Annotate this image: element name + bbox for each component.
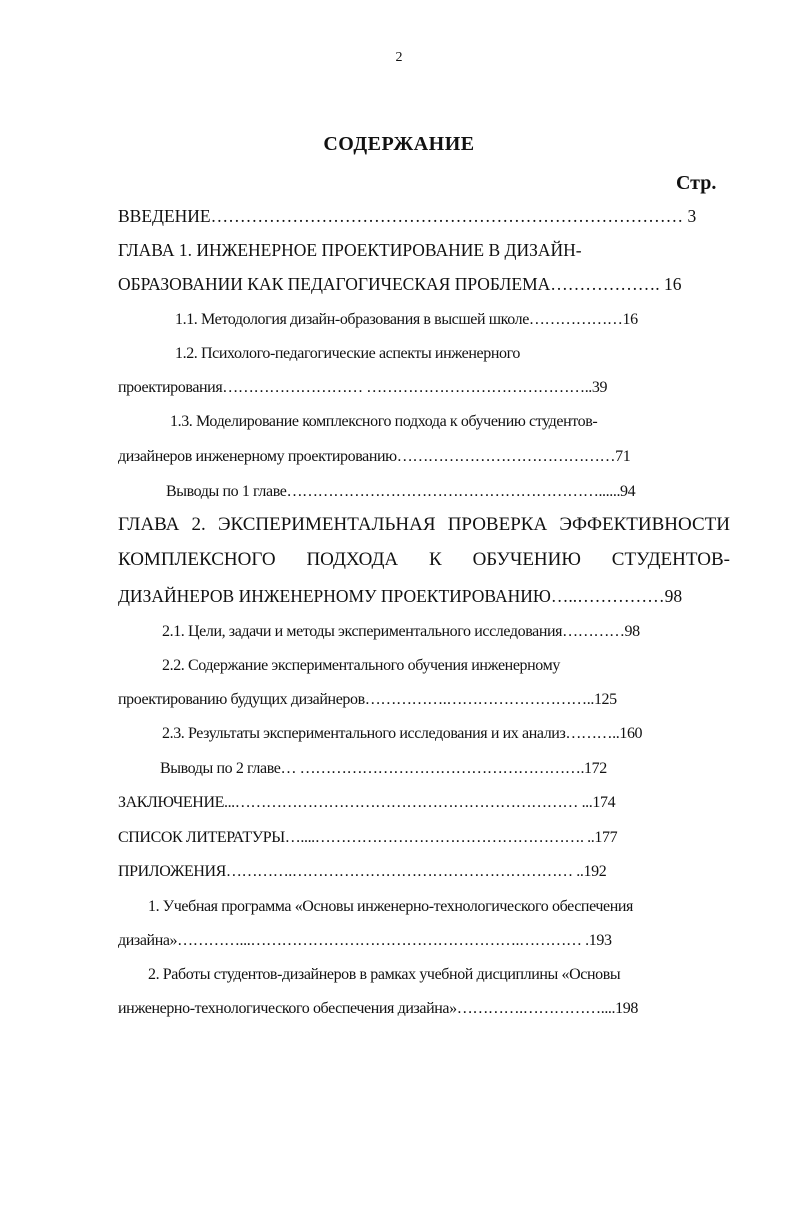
toc-section-1-3-line1: 1.3. Моделирование комплексного подхода к обучению студентов- (170, 413, 598, 430)
toc-appendix1-line2: дизайна»…………...…………………………………………….………… .193 (118, 932, 612, 949)
toc-chapter2-line3: ДИЗАЙНЕРОВ ИНЖЕНЕРНОМУ ПРОЕКТИРОВАНИЮ…..……………98 (118, 586, 683, 606)
toc-section-2-2-line1: 2.2. Содержание экспериментального обучения инженерному (162, 657, 560, 674)
toc-section-1-2-line2: проектирования……………………… ……………………………………..39 (118, 379, 608, 396)
toc-chapter2-word: ПРОВЕРКА (447, 514, 548, 535)
toc-section-2-2-line2: проектированию будущих дизайнеров…………….………………………..125 (118, 691, 617, 708)
toc-conclusion: ЗАКЛЮЧЕНИЕ...………………………………………………………… ...174 (118, 794, 616, 811)
toc-chapter2-line1 (118, 513, 730, 537)
toc-section-1-3-line2: дизайнеров инженерному проектированию……………………………………71 (118, 448, 631, 465)
page-title: СОДЕРЖАНИЕ (323, 133, 475, 155)
toc-chapter2-word: ЭФФЕКТИВНОСТИ (559, 514, 730, 535)
toc-chapter2-word: К (429, 549, 442, 570)
page-column-label: Стр. (676, 172, 717, 194)
toc-section-2-1: 2.1. Цели, задачи и методы экспериментального исследования…………98 (162, 623, 640, 640)
toc-chapter2-word: СТУДЕНТОВ- (611, 549, 730, 570)
toc-chapter2-word: ЭКСПЕРИМЕНТАЛЬНАЯ (217, 514, 436, 535)
toc-chapter2-word: ПОДХОДА (306, 549, 399, 570)
toc-intro: ВВЕДЕНИЕ……………………………………………………………………… 3 (118, 206, 697, 226)
toc-section-1-1: 1.1. Методология дизайн-образования в высшей школе………………16 (175, 311, 638, 328)
toc-chapter2-word: ГЛАВА (118, 514, 180, 535)
toc-chapter1-conclusions: Выводы по 1 главе……………………………………………………......94 (166, 483, 636, 500)
toc-bibliography: СПИСОК ЛИТЕРАТУРЫ…....……………………………………………. ..177 (118, 829, 618, 846)
toc-chapter2-line2 (118, 548, 730, 572)
toc-chapter1-line2: ОБРАЗОВАНИИ КАК ПЕДАГОГИЧЕСКАЯ ПРОБЛЕМА………………. 16 (118, 274, 682, 294)
toc-appendices: ПРИЛОЖЕНИЯ………….……………………………………………… ..192 (118, 863, 607, 880)
toc-section-2-3: 2.3. Результаты экспериментального исследования и их анализ………..160 (162, 725, 643, 742)
toc-section-1-2-line1: 1.2. Психолого-педагогические аспекты инженерного (175, 345, 520, 362)
toc-chapter2-word: КОМПЛЕКСНОГО (118, 549, 276, 570)
toc-chapter2-word: ОБУЧЕНИЮ (472, 549, 581, 570)
toc-chapter1-line1: ГЛАВА 1. ИНЖЕНЕРНОЕ ПРОЕКТИРОВАНИЕ В ДИЗАЙН- (118, 240, 582, 260)
page-number: 2 (395, 50, 403, 65)
toc-appendix2-line1: 2. Работы студентов-дизайнеров в рамках учебной дисциплины «Основы (148, 966, 621, 983)
toc-appendix2-line2: инженерно-технологического обеспечения дизайна»………….……………....198 (118, 1000, 638, 1017)
toc-chapter2-word: 2. (191, 514, 206, 535)
toc-appendix1-line1: 1. Учебная программа «Основы инженерно-технологического обеспечения (148, 898, 634, 915)
toc-chapter2-conclusions: Выводы по 2 главе… ……………………………………………….172 (160, 760, 607, 777)
